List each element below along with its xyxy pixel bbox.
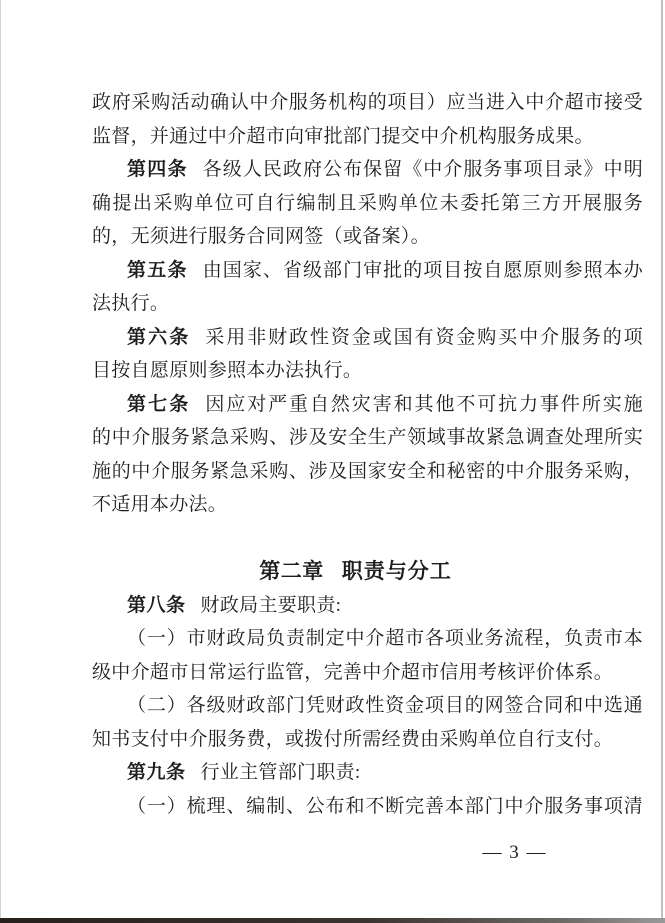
text-line [92, 388, 643, 422]
text-line [92, 287, 643, 321]
line-text: 政府采购活动确认中介服务机构的项目）应当进入中介超市接受 [92, 92, 643, 113]
text-line [92, 790, 643, 824]
line-text: 职责与分工 [341, 560, 452, 583]
text-line [92, 723, 643, 757]
text-line [92, 756, 643, 790]
text-line [92, 321, 643, 355]
text-line [92, 254, 643, 288]
text-line [92, 354, 643, 388]
line-text: 目按自愿原则参照本办法执行。 [92, 360, 363, 381]
line-text: 因应对严重自然灾害和其他不可抗力事件所实施 [205, 393, 643, 415]
text-column [92, 86, 643, 823]
text-line [92, 689, 643, 723]
line-text: 的中介服务紧急采购、涉及安全生产领域事故紧急调查处理所实 [92, 427, 643, 448]
line-text: 不适用本办法。 [92, 494, 228, 515]
line-text: 采用非财政性资金或国有资金购买中介服务的项 [205, 326, 643, 348]
text-line [92, 589, 643, 623]
text-line [92, 455, 643, 489]
line-text: （二）各级财政部门凭财政性资金项目的网签合同和中选通 [127, 695, 643, 716]
line-text: 知书支付中介服务费，或拨付所需经费由采购单位自行支付。 [92, 728, 614, 750]
line-text: 级中介超市日常运行监管，完善中介超市信用考核评价体系。 [92, 661, 614, 683]
line-text: （一）梳理、编制、公布和不断完善本部门中介服务事项清 [127, 795, 643, 817]
article-number: 第八条 [127, 594, 186, 616]
line-text: 行业主管部门职责: [200, 762, 361, 783]
line-text: 监督，并通过中介超市向审批部门提交中介机构服务成果。 [92, 125, 594, 147]
text-line [92, 120, 643, 154]
scan-left-edge [0, 0, 1, 923]
article-number: 第六条 [127, 326, 191, 348]
line-text: 财政局主要职责: [200, 594, 342, 616]
text-line [92, 622, 643, 656]
article-number: 第九条 [127, 762, 186, 783]
text-line [92, 153, 643, 187]
text-line [92, 488, 643, 522]
line-text: 由国家、省级部门审批的项目按自愿原则参照本办 [202, 259, 643, 281]
line-text: 各级人民政府公布保留《中介服务事项目录》中明 [202, 159, 643, 180]
text-line [92, 220, 643, 254]
line-text: 确提出采购单位可自行编制且采购单位未委托第三方开展服务 [92, 192, 643, 214]
article-number: 第五条 [127, 259, 188, 281]
line-text: 施的中介服务紧急采购、涉及国家安全和秘密的中介服务采购， [92, 460, 643, 482]
line-text: 的，无须进行服务合同网签（或备案）。 [92, 226, 430, 247]
text-line [92, 187, 643, 221]
text-line [92, 421, 643, 455]
line-text: （一）市财政局负责制定中介超市各项业务流程，负责市本 [127, 628, 643, 649]
page-number: — 3 — [482, 842, 547, 863]
scan-bottom-shadow [0, 918, 665, 923]
blank-line [92, 522, 643, 556]
article-number: 第七条 [127, 393, 191, 415]
chapter-number: 第二章 [259, 560, 324, 583]
chapter-heading [80, 555, 631, 589]
line-text: 法执行。 [92, 293, 170, 314]
article-number: 第四条 [127, 159, 188, 180]
text-line [92, 86, 643, 120]
text-line [92, 656, 643, 690]
scan-right-edge [661, 0, 663, 923]
